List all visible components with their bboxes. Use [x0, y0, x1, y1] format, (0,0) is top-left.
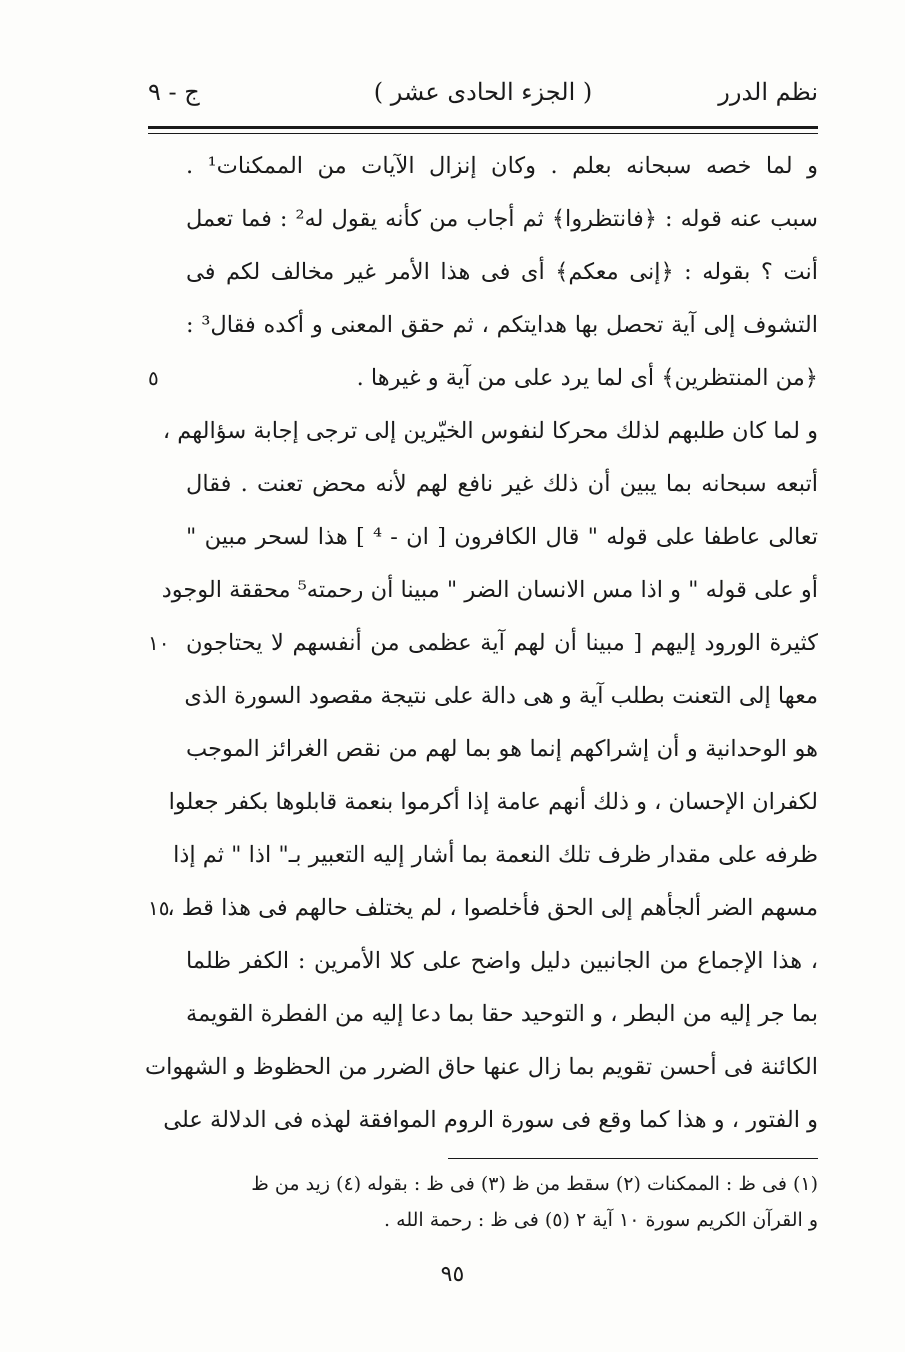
- part-title: ( الجزء الحادى عشر ): [373, 78, 593, 106]
- text-line: بما جر إليه من البطر ، و التوحيد حقا بما دعا إليه من الفطرة القويمة: [186, 1001, 818, 1027]
- text-line: تعالى عاطفا على قوله " قال الكافرون [ ان - ⁴ ] هذا لسحر مبين ": [186, 524, 818, 550]
- line-number-10: ١٠: [148, 631, 170, 655]
- line-number-15: ١٥: [148, 896, 170, 920]
- text-line: سبب عنه قوله : ﴿فانتظروا﴾ ثم أجاب من كأنه يقول له² : فما تعمل: [186, 206, 818, 232]
- running-header: [148, 78, 818, 122]
- book-title: نظم الدرر: [718, 78, 818, 106]
- text-line: ﴿من المنتظرين﴾ أى لما يرد على من آية و غيرها .: [356, 365, 818, 391]
- text-line: الكائنة فى أحسن تقويم بما زال عنها حاق الضرر من الحظوظ و الشهوات: [144, 1054, 818, 1080]
- text-line: هو الوحدانية و أن إشراكهم إنما هو بما لهم من نقص الغرائز الموجب: [186, 736, 818, 762]
- text-line: ، هذا الإجماع من الجانبين دليل واضح على كلا الأمرين : الكفر ظلما: [186, 948, 818, 974]
- text-line: و لما كان طلبهم لذلك محركا لنفوس الخيّرين إلى ترجى إجابة سؤالهم ،: [162, 418, 818, 444]
- text-line: أو على قوله " و اذا مس الانسان الضر " مبينا أن رحمته⁵ محققة الوجود: [161, 577, 818, 603]
- text-line: أنت ؟ بقوله : ﴿إنى معكم﴾ أى فى هذا الأمر غير مخالف لكم فى: [186, 259, 818, 285]
- footnotes: [186, 1166, 818, 1238]
- text-line: أتبعه سبحانه بما يبين أن ذلك غير نافع لهم لأنه محض تعنت . فقال: [186, 471, 818, 497]
- text-line: و الفتور ، و هذا كما وقع فى سورة الروم الموافقة لهذه فى الدلالة على: [163, 1107, 818, 1133]
- text-line: كثيرة الورود إليهم [ مبينا أن لهم آية عظمى من أنفسهم لا يحتاجون: [186, 630, 818, 656]
- header-rule-thin: [148, 133, 818, 134]
- text-line: لكفران الإحسان ، و ذلك أنهم عامة إذا أكرموا بنعمة قابلوها بكفر جعلوا: [168, 789, 818, 815]
- text-line: مسهم الضر ألجأهم إلى الحق فأخلصوا ، لم يختلف حالهم فى هذا قط ،: [167, 895, 818, 921]
- text-line: و لما خصه سبحانه بعلم . وكان إنزال الآيات من الممكنات¹ .: [186, 153, 818, 179]
- volume-label: ج - ٩: [148, 78, 200, 106]
- footnote-line: (١) فى ظ : الممكنات (٢) سقط من ظ (٣) فى ظ : بقوله (٤) زيد من ظ: [251, 1173, 818, 1195]
- footnote-line: و القرآن الكريم سورة ١٠ آية ٢ (٥) فى ظ : رحمة الله .: [384, 1209, 818, 1231]
- text-line: معها إلى التعنت بطلب آية و هى دالة على نتيجة مقصود السورة الذى: [184, 683, 818, 709]
- text-line: التشوف إلى آية تحصل بها هدايتكم ، ثم حقق المعنى و أكده فقال³ :: [186, 312, 819, 338]
- page-number: ٩٥: [440, 1262, 465, 1287]
- text-line: ظرفه على مقدار ظرف تلك النعمة بما أشار إليه التعبير بـ" اذا " ثم إذا: [173, 842, 818, 868]
- line-number-5: ٥: [148, 366, 159, 390]
- header-rule-thick: [148, 126, 818, 129]
- footnote-rule: [448, 1158, 818, 1159]
